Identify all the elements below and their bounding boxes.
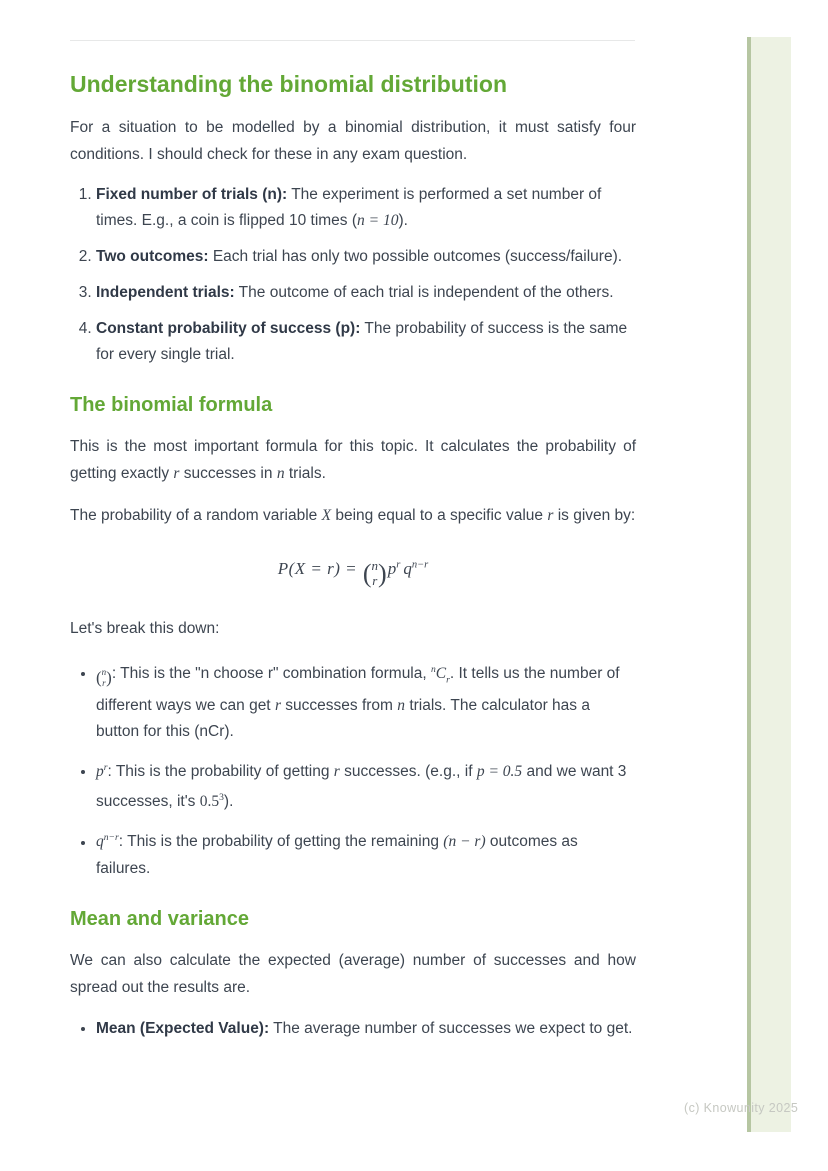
text-run: ). (223, 793, 234, 811)
text-run: The outcome of each trial is independent of the others. (234, 284, 614, 301)
q-exponent: n−r (411, 559, 429, 571)
list-item-mean (96, 1016, 636, 1042)
list-item-two-outcomes (96, 244, 636, 270)
math-run: (n − r) (443, 833, 486, 851)
page-title: Understanding the binomial distribution (70, 71, 507, 97)
item-lead: Fixed number of trials (n): (96, 186, 288, 203)
math-run: r (547, 507, 554, 524)
text-run: . It tells us the number of different ways we can get (96, 665, 620, 715)
text-run: This is the most important formula for this topic. It calculates the probability of getting exactly (70, 438, 636, 482)
math-run: r (274, 697, 281, 715)
binomial-formula-equation (70, 559, 636, 589)
math-run: n (397, 697, 406, 715)
math-base: q (96, 833, 104, 851)
formula-breakdown-list (70, 657, 636, 882)
math-exponent: 3 (219, 792, 224, 804)
formula-lhs: P(X = r) = (277, 558, 362, 578)
section-title-binomial-formula: The binomial formula (70, 394, 273, 416)
text-run: successes in (179, 465, 277, 482)
ncr-subscript: r (446, 674, 450, 686)
text-run: successes. (e.g., if (339, 763, 477, 781)
math-run: n = 10 (357, 212, 399, 229)
q-term: q (403, 558, 412, 578)
math-run: p = 0.5 (476, 763, 523, 781)
item-lead: Mean (Expected Value): (96, 1019, 270, 1037)
text-run: outcomes as failures. (96, 833, 578, 877)
binom-n: n (101, 667, 107, 678)
paren-close: ) (378, 558, 387, 588)
paren-open: ( (362, 558, 372, 588)
intro-paragraph: For a situation to be modelled by a binomial distribution, it must satisfy four conditions. I should check for these in any exam question. (70, 119, 636, 163)
math-run: X (321, 507, 332, 524)
binomial-coefficient-inline (96, 667, 112, 688)
formula-intro-paragraph (70, 433, 636, 487)
text-run: ). (398, 212, 408, 229)
p-term: p (387, 558, 397, 578)
math-run: n (276, 465, 285, 482)
binom-r: r (102, 677, 106, 688)
list-item-fixed-trials (96, 182, 636, 234)
probability-definition-paragraph (70, 502, 636, 529)
paren-close: ) (106, 668, 112, 688)
list-item-independent-trials (96, 280, 636, 306)
text-run: being equal to a specific value (331, 507, 548, 524)
document-content (70, 41, 636, 1052)
item-lead: Constant probability of success (p): (96, 320, 361, 337)
section-title-mean-variance: Mean and variance (70, 907, 249, 930)
math-base: 0.5 (199, 793, 220, 811)
math-base: p (96, 763, 104, 781)
text-run: trials. The calculator has a button for this (nCr). (96, 697, 590, 741)
mean-variance-list (70, 1016, 636, 1042)
text-run: The experiment is performed a set number of times. E.g., a coin is flipped 10 times ( (96, 186, 602, 229)
item-lead: Independent trials: (96, 284, 235, 301)
list-item-q-term (96, 825, 636, 881)
text-run: and we want 3 successes, it's (96, 763, 627, 811)
list-item-constant-probability (96, 316, 636, 368)
math-run: r (173, 465, 180, 482)
text-run: The probability of success is the same for every single trial. (96, 320, 628, 363)
text-run: The probability of a random variable (70, 507, 322, 524)
text-run: is given by: (553, 507, 636, 524)
watermark: (c) Knowunity 2025 (684, 1101, 799, 1115)
text-run: successes from (280, 697, 398, 715)
binom-r: r (372, 572, 378, 588)
item-lead: Two outcomes: (96, 248, 209, 265)
p-exponent: r (396, 559, 401, 571)
list-item-p-term (96, 755, 636, 815)
ncr-C: C (435, 665, 447, 683)
page-edge-bar (747, 37, 791, 1132)
binom-n: n (371, 558, 379, 573)
text-run: : This is the probability of getting the remaining (118, 833, 444, 851)
paren-open: • ( (96, 668, 102, 688)
breakdown-intro: Let's break this down: (70, 619, 220, 637)
text-run: : This is the probability of getting (107, 763, 334, 781)
ncr-presuperscript: n (431, 663, 436, 675)
math-exponent: r (103, 762, 108, 774)
math-run: r (333, 763, 340, 781)
text-run: trials. (284, 465, 326, 482)
text-run: The average number of successes we expect to get. (269, 1019, 633, 1037)
math-exponent: n−r (103, 832, 119, 844)
list-item-ncr (96, 657, 636, 745)
text-run: : This is the "n choose r" combination formula, (111, 665, 431, 683)
mean-variance-paragraph: We can also calculate the expected (average) number of successes and how spread out the results are. (70, 951, 636, 996)
text-run: Each trial has only two possible outcomes (success/failure). (208, 248, 623, 265)
binomial-coefficient (363, 559, 387, 589)
conditions-list (70, 182, 636, 368)
